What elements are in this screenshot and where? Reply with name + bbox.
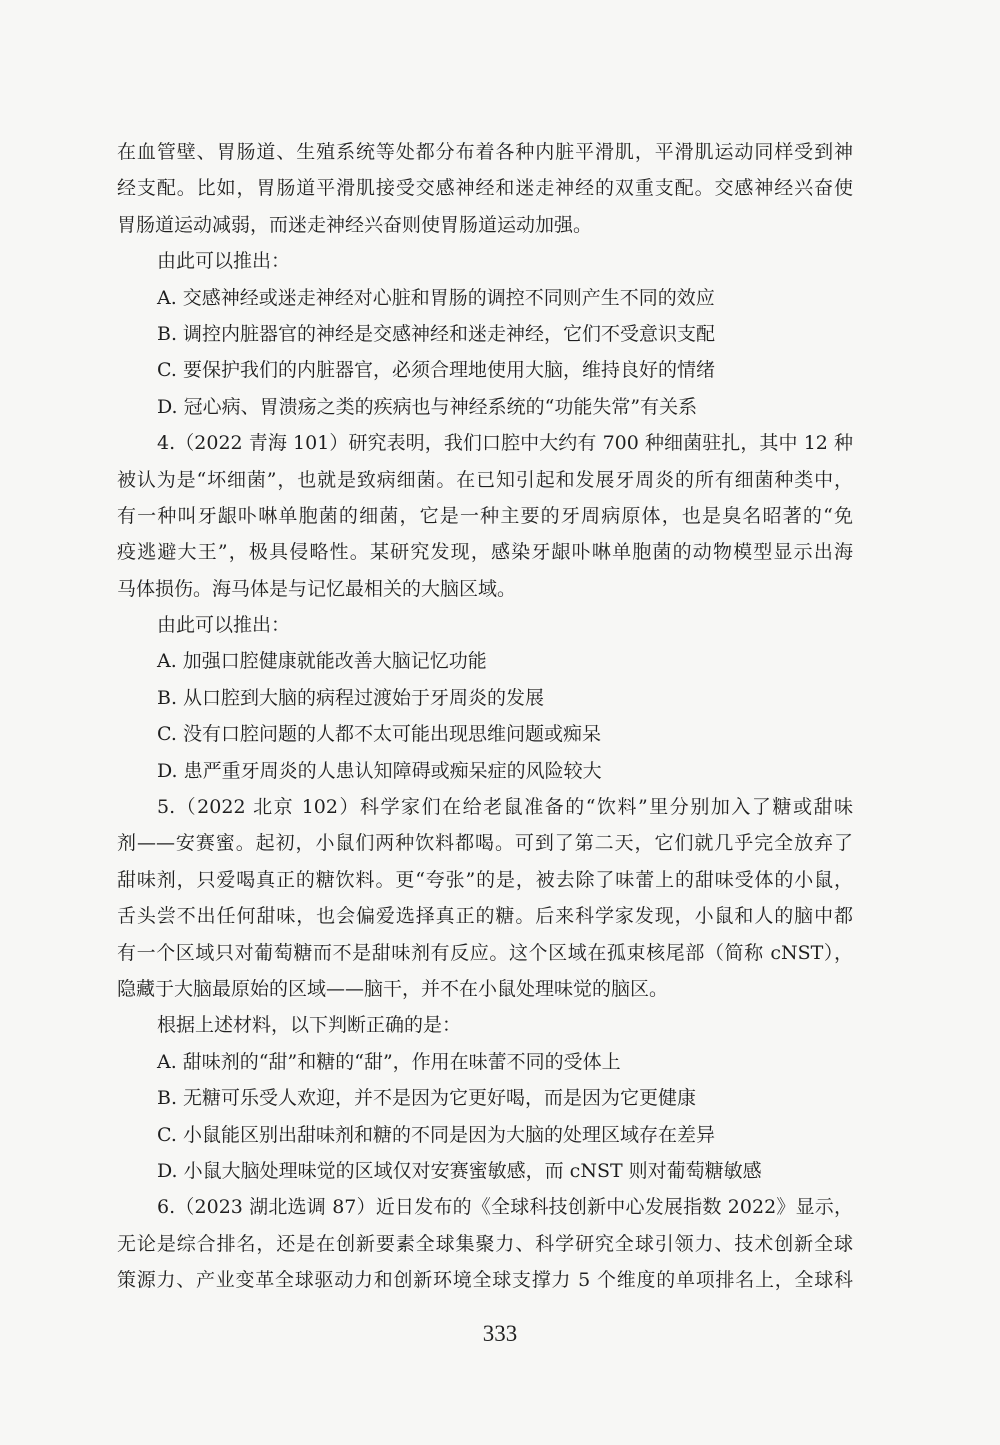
option-a: A. 加强口腔健康就能改善大脑记忆功能 <box>157 650 487 673</box>
question-stem-line: 马体损伤。海马体是与记忆最相关的大脑区域。 <box>117 577 517 600</box>
question-stem-line: 5.（2022 北京 102）科学家们在给老鼠准备的“饮料”里分别加入了糖或甜味 <box>157 796 853 819</box>
question-stem-line: 有一种叫牙龈卟啉单胞菌的细菌，它是一种主要的牙周病原体，也是臭名昭著的“免 <box>117 504 853 527</box>
passage-line: 胃肠道运动减弱，而迷走神经兴奋则使胃肠道运动加强。 <box>117 213 593 236</box>
question-prompt: 由此可以推出： <box>157 250 291 273</box>
option-a: A. 甜味剂的“甜”和糖的“甜”，作用在味蕾不同的受体上 <box>157 1050 621 1073</box>
option-b: B. 调控内脏器官的神经是交感神经和迷走神经，它们不受意识支配 <box>157 322 716 345</box>
question-prompt: 根据上述材料，以下判断正确的是： <box>157 1014 462 1037</box>
question-stem-line: 舌头尝不出任何甜味，也会偏爱选择真正的糖。后来科学家发现，小鼠和人的脑中都 <box>117 905 853 928</box>
passage-line: 经支配。比如，胃肠道平滑肌接受交感神经和迷走神经的双重支配。交感神经兴奋使 <box>117 177 853 200</box>
question-stem-line: 有一个区域只对葡萄糖而不是甜味剂有反应。这个区域在孤束核尾部（简称 cNST）， <box>117 941 853 964</box>
question-6 <box>117 1189 853 1298</box>
option-d: D. 冠心病、胃溃疡之类的疾病也与神经系统的“功能失常”有关系 <box>157 395 698 418</box>
question-stem-line: 剂——安赛蜜。起初，小鼠们两种饮料都喝。可到了第二天，它们就几乎完全放弃了 <box>117 832 853 855</box>
continued-question <box>117 134 853 425</box>
question-4 <box>117 425 853 789</box>
question-stem-line: 甜味剂，只爱喝真正的糖饮料。更“夸张”的是，被去除了味蕾上的甜味受体的小鼠， <box>117 868 853 891</box>
option-a: A. 交感神经或迷走神经对心脏和胃肠的调控不同则产生不同的效应 <box>157 286 715 309</box>
option-c: C. 要保护我们的内脏器官，必须合理地使用大脑，维持良好的情绪 <box>157 359 715 382</box>
question-stem-line: 无论是综合排名，还是在创新要素全球集聚力、科学研究全球引领力、技术创新全球 <box>117 1232 853 1255</box>
page-number: 333 <box>482 1321 518 1346</box>
question-5 <box>117 789 853 1189</box>
question-stem-line: 被认为是“坏细菌”，也就是致病细菌。在已知引起和发展牙周炎的所有细菌种类中， <box>117 468 853 491</box>
question-prompt: 由此可以推出： <box>157 614 291 637</box>
option-d: D. 患严重牙周炎的人患认知障碍或痴呆症的风险较大 <box>157 759 602 782</box>
option-c: C. 小鼠能区别出甜味剂和糖的不同是因为大脑的处理区域存在差异 <box>157 1123 715 1146</box>
question-stem-line: 疫逃避大王”，极具侵略性。某研究发现，感染牙龈卟啉单胞菌的动物模型显示出海 <box>117 541 853 564</box>
option-d: D. 小鼠大脑处理味觉的区域仅对安赛蜜敏感，而 cNST 则对葡萄糖敏感 <box>157 1159 762 1182</box>
option-b: B. 无糖可乐受人欢迎，并不是因为它更好喝，而是因为它更健康 <box>157 1087 697 1110</box>
option-c: C. 没有口腔问题的人都不太可能出现思维问题或痴呆 <box>157 723 601 746</box>
question-stem-line: 4.（2022 青海 101）研究表明，我们口腔中大约有 700 种细菌驻扎，其中 12 种 <box>157 432 853 455</box>
question-stem-line: 策源力、产业变革全球驱动力和创新环境全球支撑力 5 个维度的单项排名上，全球科 <box>117 1269 853 1292</box>
page-content <box>117 134 853 1299</box>
passage-line: 在血管壁、胃肠道、生殖系统等处都分布着各种内脏平滑肌，平滑肌运动同样受到神 <box>117 141 853 163</box>
option-b: B. 从口腔到大脑的病程过渡始于牙周炎的发展 <box>157 686 545 709</box>
question-stem-line: 6.（2023 湖北选调 87）近日发布的《全球科技创新中心发展指数 2022》显示， <box>157 1196 853 1219</box>
question-stem-line: 隐藏于大脑最原始的区域——脑干，并不在小鼠处理味觉的脑区。 <box>117 977 669 1000</box>
